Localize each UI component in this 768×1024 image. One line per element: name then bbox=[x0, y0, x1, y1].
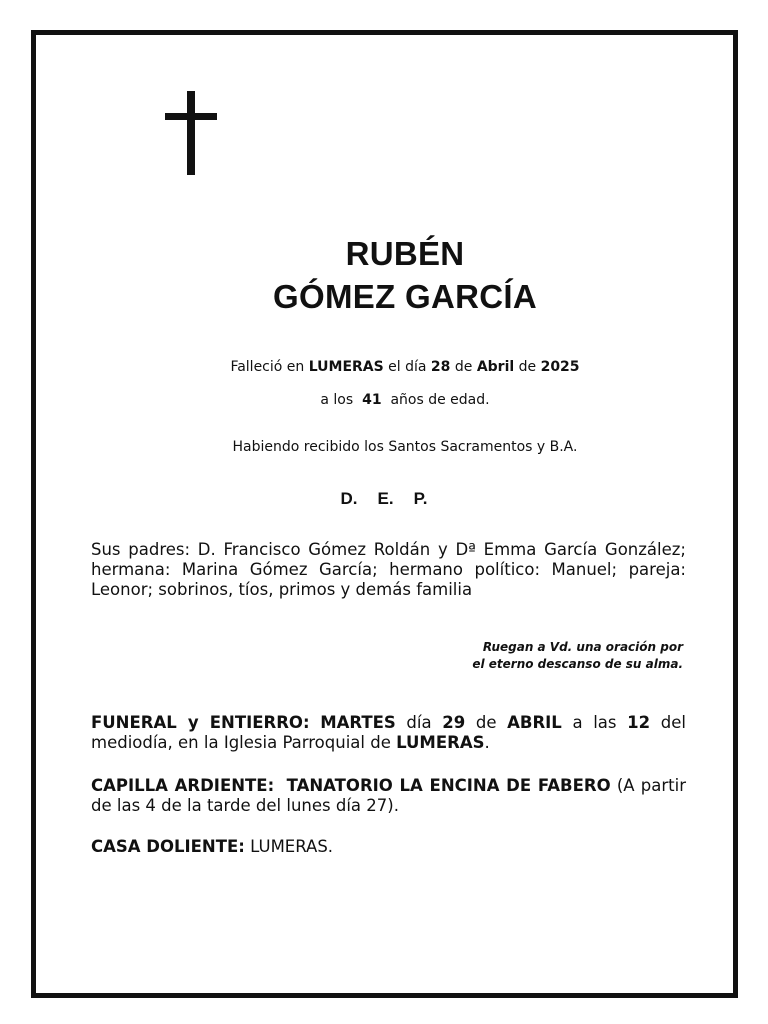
cross-icon bbox=[165, 91, 217, 175]
deceased-surnames: GÓMEZ GARCÍA bbox=[273, 278, 537, 315]
funeral-info: FUNERAL y ENTIERRO: MARTES día 29 de ABRIL a las 12 del mediodía, en la Iglesia Parroquial de LUMERAS. bbox=[91, 713, 686, 752]
death-line: Falleció en LUMERAS el día 28 de Abril de 2025 bbox=[230, 359, 580, 375]
sacraments-line: Habiendo recibido los Santos Sacramentos y B.A. bbox=[232, 439, 578, 455]
chapel-info: CAPILLA ARDIENTE: TANATORIO LA ENCINA DE FABERO (A partir de las 4 de la tarde del lunes día 27). bbox=[91, 776, 686, 815]
age-line: a los 41 años de edad. bbox=[320, 392, 490, 408]
dep-line: D. E. P. bbox=[340, 489, 428, 508]
family-paragraph: Sus padres: D. Francisco Gómez Roldán y Dª Emma García González; hermana: Marina Gómez García; hermano político: Manuel; pareja: Leonor; sobrinos, tíos, primos y demás familia bbox=[91, 540, 686, 599]
deceased-first-name: RUBÉN bbox=[345, 235, 465, 272]
prayer-request: Ruegan a Vd. una oración por el eterno descanso de su alma. bbox=[472, 640, 683, 671]
house-info: CASA DOLIENTE: LUMERAS. bbox=[91, 837, 334, 856]
